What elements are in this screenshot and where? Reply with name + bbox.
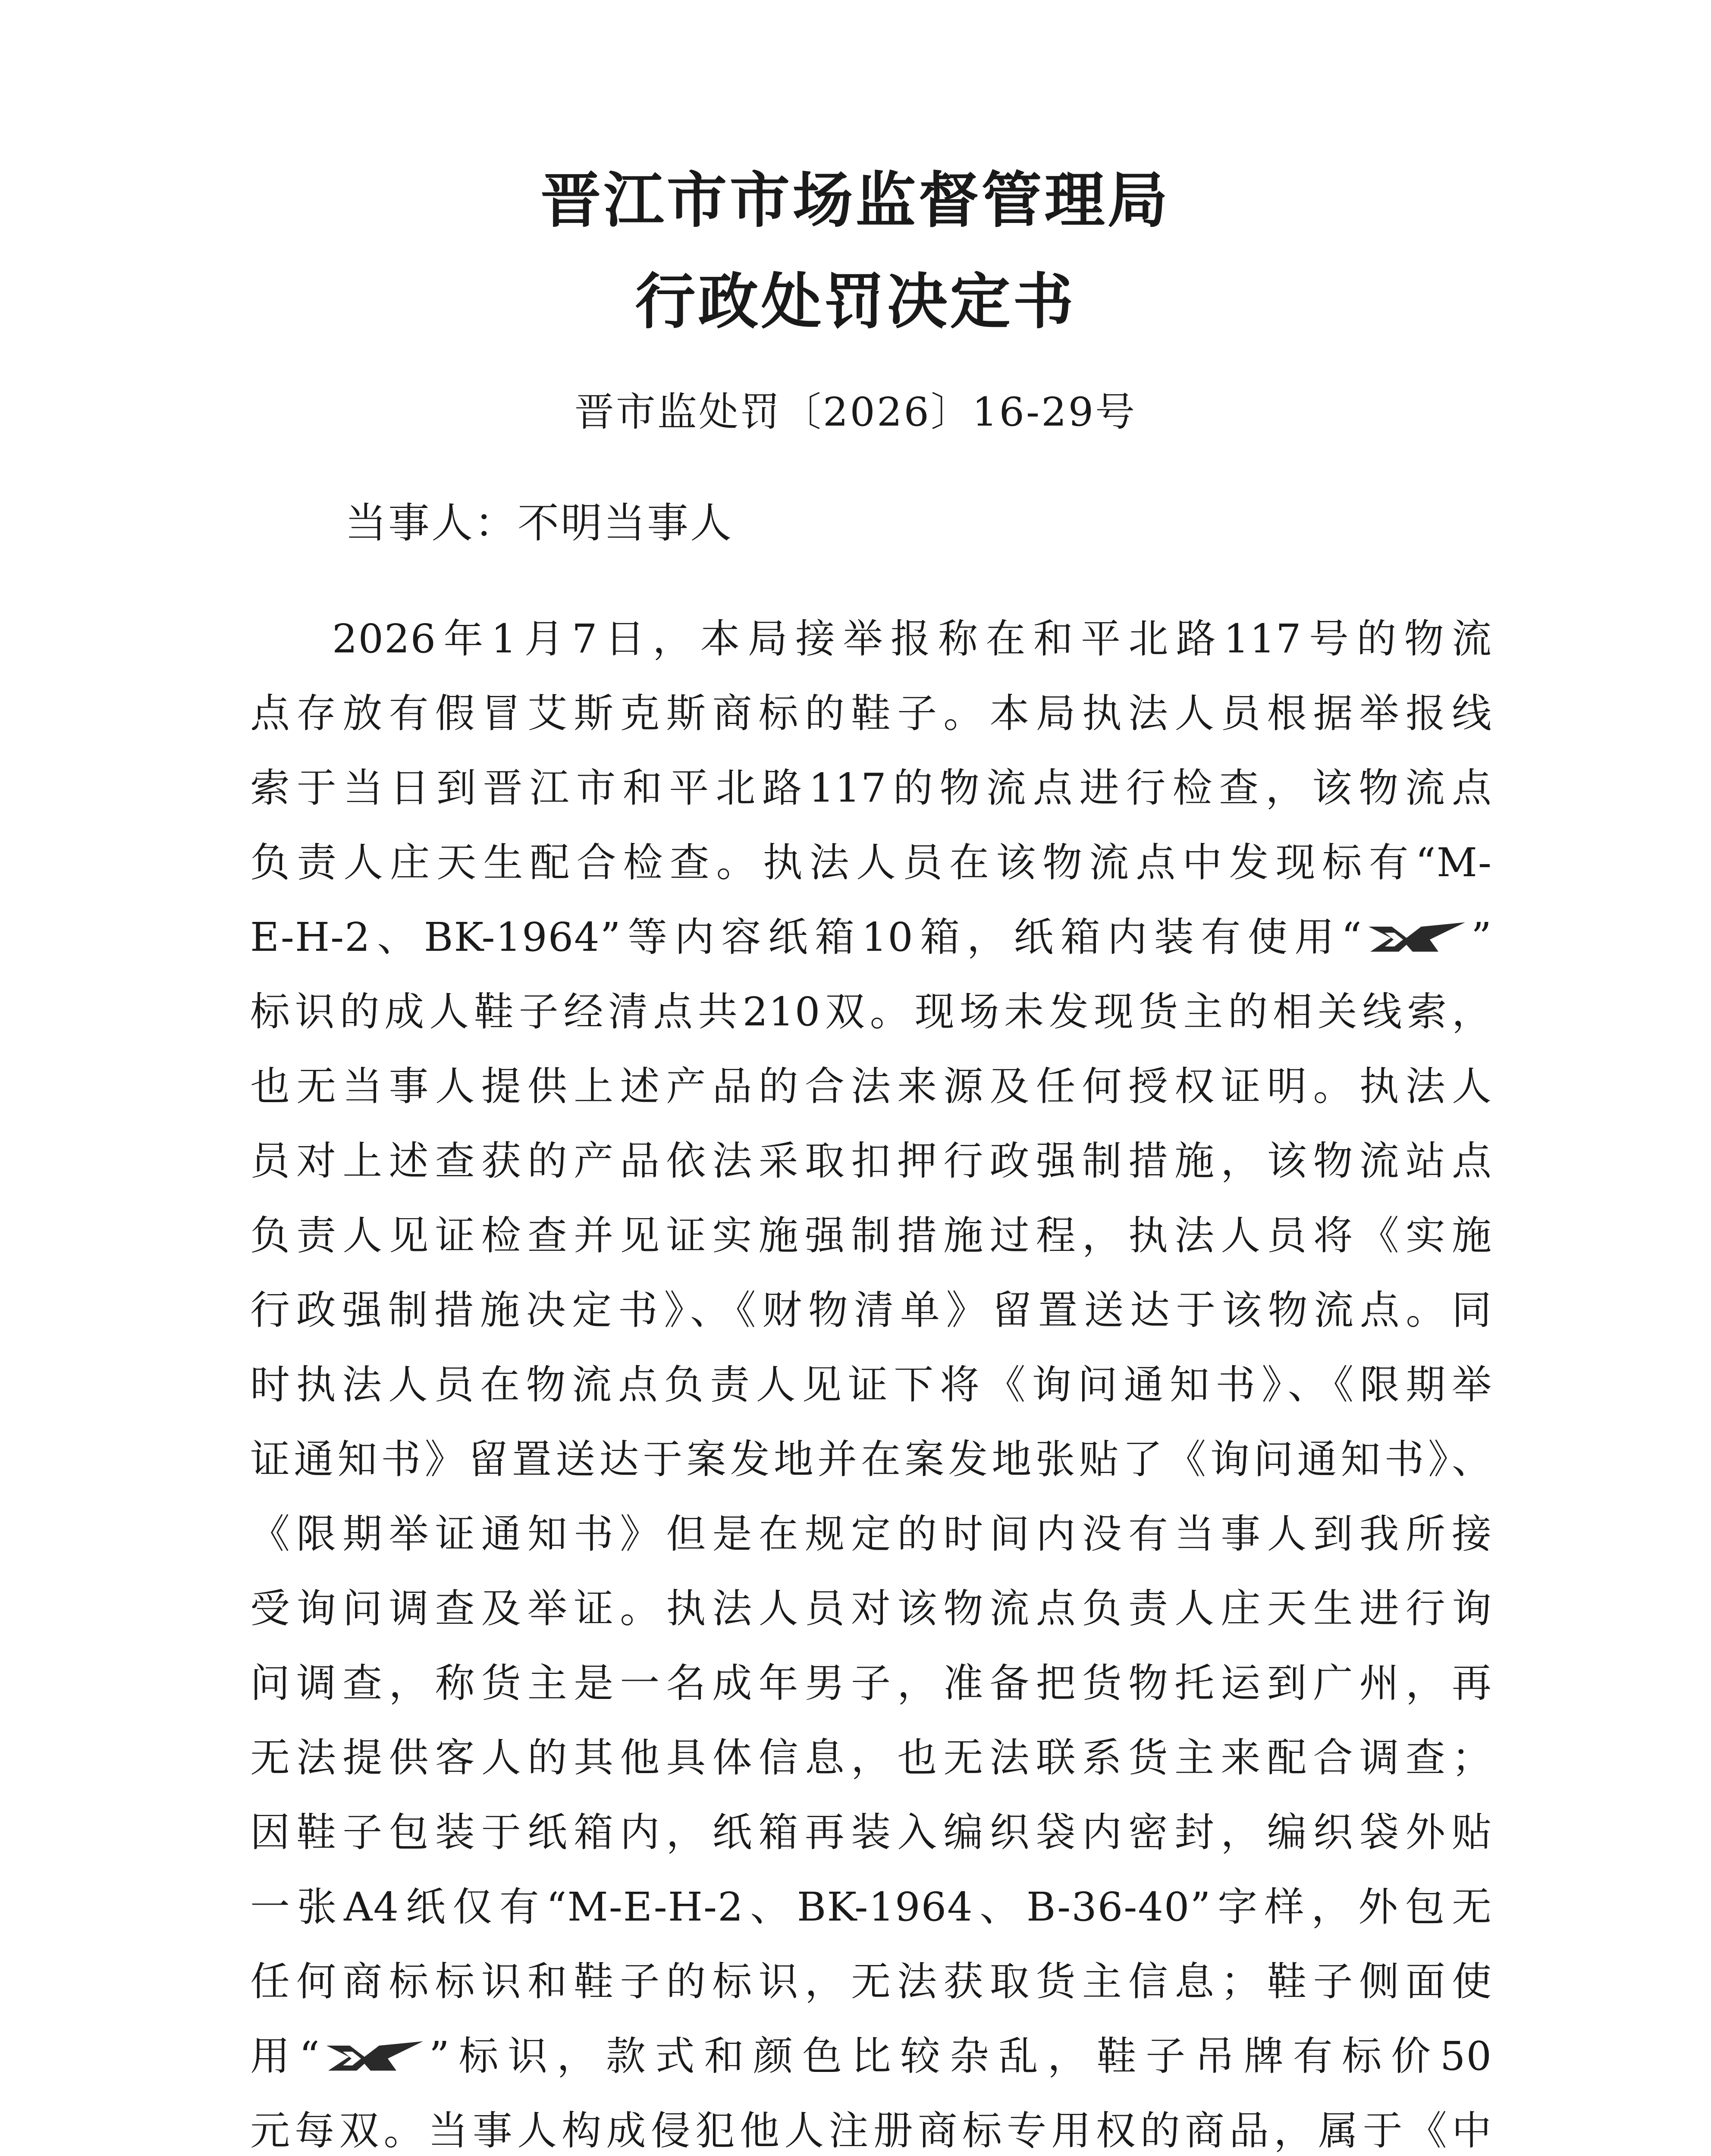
body-line: 负责人见证检查并见证实施强制措施过程，执法人员将《实施 <box>250 1213 1492 1259</box>
body-line: 也无当事人提供上述产品的合法来源及任何授权证明。执法人 <box>250 1063 1492 1109</box>
body-line: 标识的成人鞋子经清点共210双。现场未发现货主的相关线索， <box>250 989 1492 1035</box>
document-title-type: 行政处罚决定书 <box>635 266 1076 337</box>
body-line: 任何商标标识和鞋子的标识，无法获取货主信息；鞋子侧面使 <box>250 1959 1492 2005</box>
body-line: 证通知书》留置送达于案发地并在案发地张贴了《询问通知书》、 <box>250 1436 1492 1482</box>
body-line: 负责人庄天生配合检查。执法人员在该物流点中发现标有“M- <box>250 840 1492 886</box>
body-line: 一张A4纸仅有“M-E-H-2、BK-1964、B-36-40”字样，外包无 <box>250 1884 1492 1930</box>
body-line: 问调查，称货主是一名成年男子，准备把货物托运到广州，再 <box>250 1660 1492 1706</box>
document-body <box>250 602 1492 2156</box>
body-line: 索于当日到晋江市和平北路117的物流点进行检查，该物流点 <box>250 765 1492 811</box>
body-line: 用“ ”标识，款式和颜色比较杂乱，鞋子吊牌有标价50 <box>250 2033 1492 2079</box>
body-line: 受询问调查及举证。执法人员对该物流点负责人庄天生进行询 <box>250 1586 1492 1632</box>
asics-stripe-logo-icon <box>1365 921 1469 953</box>
document-number: 晋市监处罚〔2026〕16-29号 <box>574 389 1137 435</box>
body-line: 《限期举证通知书》但是在规定的时间内没有当事人到我所接 <box>250 1511 1492 1557</box>
body-line: 行政强制措施决定书》、《财物清单》留置送达于该物流点。同 <box>250 1287 1492 1333</box>
body-line: 点存放有假冒艾斯克斯商标的鞋子。本局执法人员根据举报线 <box>250 690 1492 736</box>
body-line: 因鞋子包装于纸箱内，纸箱再装入编织袋内密封，编织袋外贴 <box>250 1809 1492 1855</box>
body-line: 元每双。当事人构成侵犯他人注册商标专用权的商品，属于《中 <box>250 2108 1492 2154</box>
body-line: 时执法人员在物流点负责人见证下将《询问通知书》、《限期举 <box>250 1362 1492 1408</box>
party-line: 当事人：不明当事人 <box>345 499 733 547</box>
body-line: E-H-2、BK-1964”等内容纸箱10箱，纸箱内装有使用“ ” <box>250 914 1492 960</box>
body-line: 无法提供客人的其他具体信息，也无法联系货主来配合调查； <box>250 1735 1492 1781</box>
body-line: 员对上述查获的产品依法采取扣押行政强制措施，该物流站点 <box>250 1138 1492 1184</box>
body-line: 2026年1月7日，本局接举报称在和平北路117号的物流 <box>332 616 1492 662</box>
asics-stripe-logo-icon <box>323 2040 427 2072</box>
document-title-authority: 晋江市市场监督管理局 <box>540 165 1171 236</box>
